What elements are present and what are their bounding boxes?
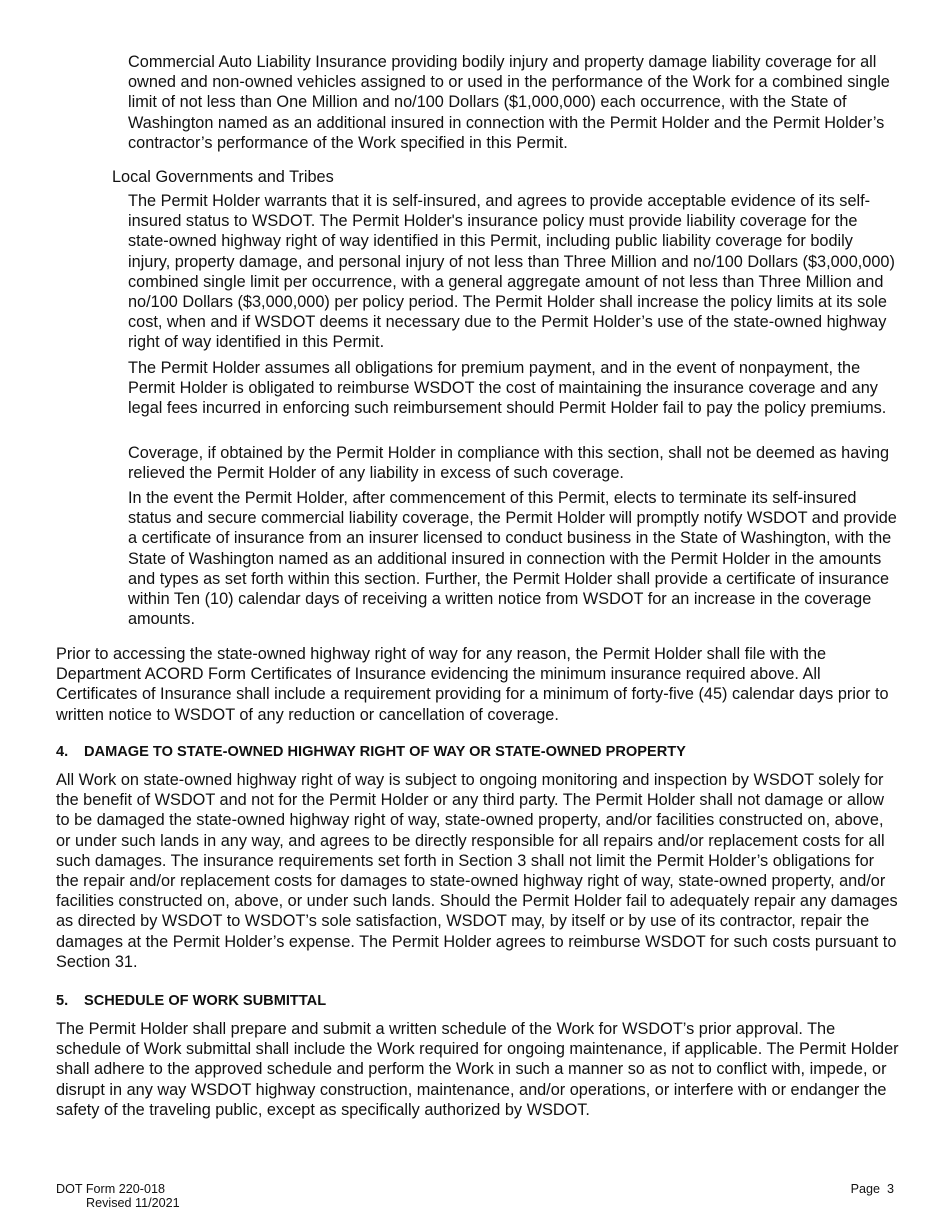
acord-certificates-paragraph: Prior to accessing the state-owned highway right of way for any reason, the Permit Holder shall file with the Department ACORD Form Certificates of Insurance evidencing the minimum insurance required above. All Certificates of Insurance shall include a requirement providing for a minimum of forty-five (45) calendar days prior to written notice to WSDOT of any reduction or cancellation of coverage.: [56, 645, 889, 724]
section-4-heading: [56, 742, 901, 762]
section-5-title: SCHEDULE OF WORK SUBMITTAL: [84, 993, 327, 1009]
premium-obligations-paragraph: The Permit Holder assumes all obligations for premium payment, and in the event of nonpayment, the Permit Holder is obligated to reimburse WSDOT the cost of maintaining the insurance coverage and any legal fees incurred in enforcing such reimbursement should Permit Holder fail to pay the policy premiums.: [128, 359, 887, 418]
section-5-body: The Permit Holder shall prepare and submit a written schedule of the Work for WSDOT’s prior approval. The schedule of Work submittal shall include the Work required for ongoing maintenance, if applicable. The Permit Holder shall adhere to the approved schedule and perform the Work in such a manner so as not to conflict with, impede, or disrupt in any way WSDOT highway construction, maintenance, and/or operations, or interfere with or endanger the safety of the traveling public, except as specifically authorized by WSDOT.: [56, 1020, 899, 1119]
section-5-number: 5.: [56, 993, 69, 1009]
revision-date: Revised 11/2021: [86, 1196, 180, 1210]
terminate-self-insured-paragraph: In the event the Permit Holder, after commencement of this Permit, elects to terminate its self-insured status and secure commercial liability coverage, the Permit Holder will promptly notify WSDOT and provide a certificate of insurance from an insurer licensed to conduct business in the State of Washington, with the State of Washington named as an additional insured in connection with the Permit Holder in the amounts and types as set forth within this section. Further, the Permit Holder shall provide a certificate of insurance within Ten (10) calendar days of receiving a written notice from WSDOT for an increase in the coverage amounts.: [128, 489, 897, 629]
section-4-number: 4.: [56, 744, 69, 760]
section-4-title: DAMAGE TO STATE-OWNED HIGHWAY RIGHT OF WAY OR STATE-OWNED PROPERTY: [84, 744, 686, 760]
local-governments-heading: Local Governments and Tribes: [112, 168, 334, 186]
section-4-body: All Work on state-owned highway right of way is subject to ongoing monitoring and inspection by WSDOT solely for the benefit of WSDOT and not for the Permit Holder or any third party. The Permit Holder shall not damage or allow to be damaged the state-owned highway right of way, state-owned property, and/or facilities constructed on, above, or under such lands in any way, and agrees to be directly responsible for all repairs and/or replacement costs for all such damages. The insurance requirements set forth in Section 3 shall not limit the Permit Holder’s obligations for the repair and/or replacement costs for damages to state-owned highway right of way, state-owned property, and/or facilities constructed on, above, or under such lands. Should the Permit Holder fail to adequately repair any damages as directed by WSDOT to WSDOT’s sole satisfaction, WSDOT may, by itself or by use of its contractor, repair the damages at the Permit Holder’s expense. The Permit Holder agrees to reimburse WSDOT for such costs pursuant to Section 31.: [56, 771, 898, 971]
section-5-heading: [56, 991, 901, 1011]
coverage-liability-paragraph: Coverage, if obtained by the Permit Holder in compliance with this section, shall not be deemed as having relieved the Permit Holder of any liability in excess of such coverage.: [128, 444, 890, 483]
self-insured-paragraph: The Permit Holder warrants that it is self-insured, and agrees to provide acceptable evidence of its self-insured status to WSDOT. The Permit Holder's insurance policy must provide liability coverage for the state-owned highway right of way identified in this Permit, including public liability coverage for bodily injury, property damage, and personal injury of not less than Three Million and no/100 Dollars ($3,000,000) combined single limit per occurrence, with a general aggregate amount of not less than Three Million and no/100 Dollars ($3,000,000) per policy period. The Permit Holder shall increase the policy limits at its sole cost, when and if WSDOT deems it necessary due to the Permit Holder’s use of the state-owned highway right of way identified in this Permit.: [128, 192, 895, 352]
form-number: DOT Form 220-018: [56, 1182, 165, 1196]
page-number: Page 3: [850, 1182, 894, 1196]
auto-liability-paragraph: Commercial Auto Liability Insurance providing bodily injury and property damage liability coverage for all owned and non-owned vehicles assigned to or used in the performance of the Work for a combined single limit of not less than One Million and no/100 Dollars ($1,000,000) each occurrence, with the State of Washington named as an additional insured in connection with the Permit Holder and the Permit Holder’s contractor’s performance of the Work specified in this Permit.: [128, 53, 890, 152]
